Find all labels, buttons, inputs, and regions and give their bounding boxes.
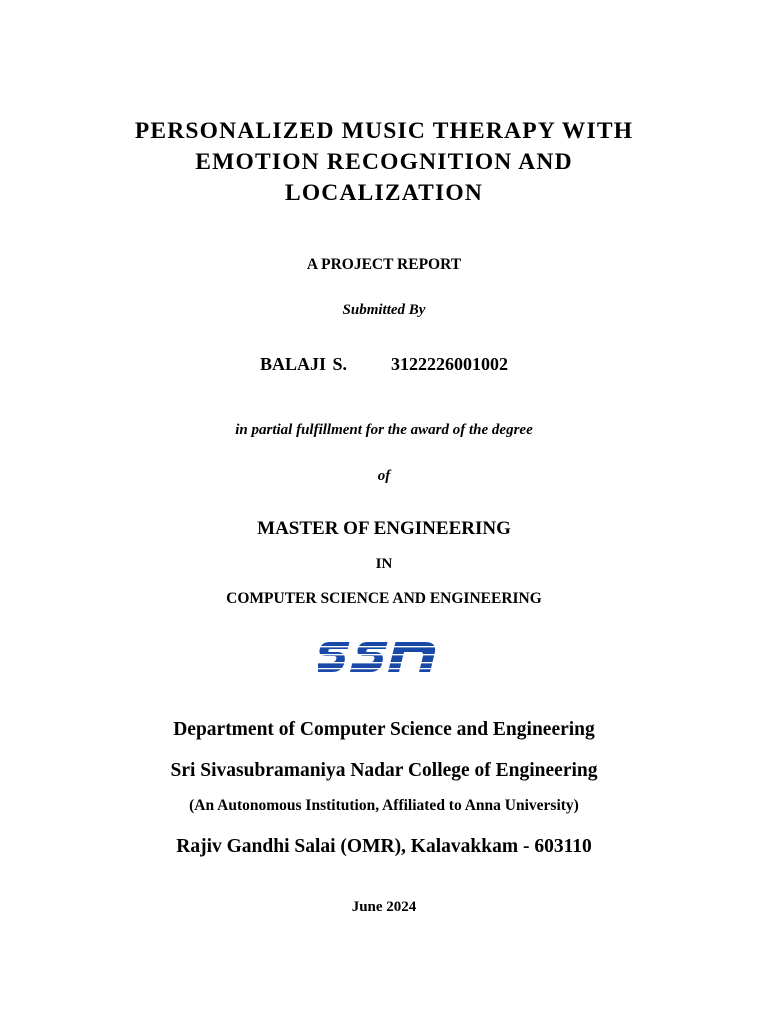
submission-date: June 2024 [351, 899, 417, 915]
degree-name: MASTER OF ENGINEERING [257, 518, 511, 539]
in-text: IN [375, 556, 393, 572]
ssn-logo [318, 632, 446, 682]
fulfillment-text: in partial fulfillment for the award of the degree [235, 422, 533, 438]
submitted-by-label: Submitted By [342, 302, 426, 318]
college-name: Sri Sivasubramaniya Nadar College of Engineering [170, 760, 598, 781]
report-title-line-2: EMOTION RECOGNITION AND [195, 149, 573, 175]
report-title [0, 116, 768, 209]
department-name: Department of Computer Science and Engineering [173, 719, 595, 740]
report-title-line-3: LOCALIZATION [284, 180, 484, 206]
of-text: of [377, 468, 391, 484]
college-address: Rajiv Gandhi Salai (OMR), Kalavakkam - 603110 [176, 836, 592, 857]
author-name: BALAJI S. [259, 354, 348, 374]
author-register-number: 3122226001002 [391, 354, 509, 374]
author-row [0, 354, 768, 375]
report-type: A PROJECT REPORT [306, 256, 462, 273]
affiliation-text: (An Autonomous Institution, Affiliated to Anna University) [189, 797, 579, 814]
report-title-line-1: PERSONALIZED MUSIC THERAPY WITH [134, 118, 634, 144]
branch-name: COMPUTER SCIENCE AND ENGINEERING [226, 590, 542, 607]
